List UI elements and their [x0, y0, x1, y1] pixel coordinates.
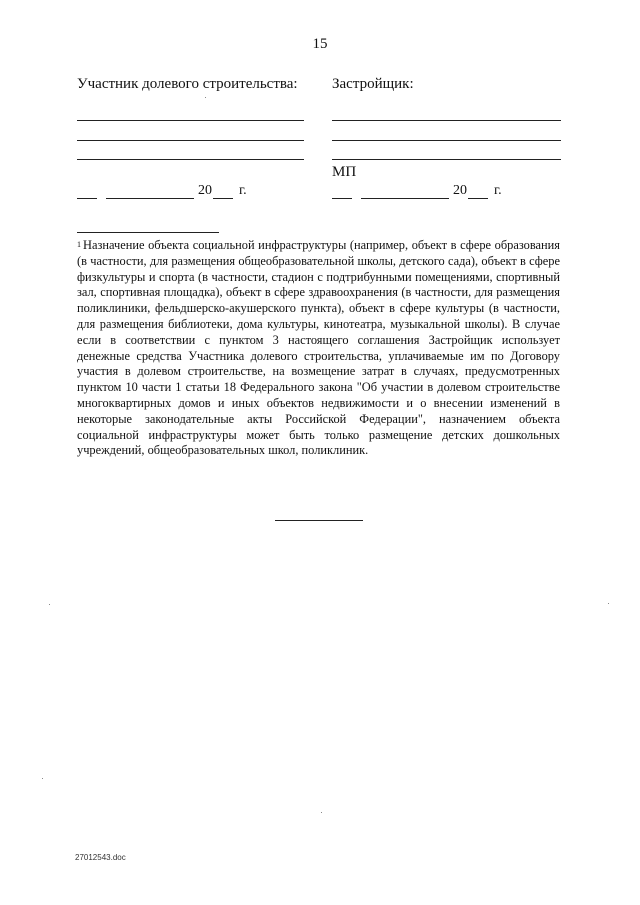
scan-speck [205, 97, 206, 98]
seal-label: МП [332, 164, 357, 180]
document-filename: 27012543.doc [75, 853, 126, 862]
developer-signature-line-2 [332, 140, 561, 141]
scan-speck [321, 812, 322, 813]
end-rule [275, 520, 363, 521]
participant-signature-line-2 [77, 140, 304, 141]
year-suffix: г. [494, 183, 502, 198]
year-suffix: г. [239, 183, 247, 198]
day-blank [332, 186, 352, 199]
footnote-marker: 1 [77, 240, 81, 249]
participant-signature-line-1 [77, 120, 304, 121]
developer-signature-line-3 [332, 159, 561, 160]
year-prefix: 20 [198, 183, 212, 198]
scan-speck [608, 603, 609, 604]
developer-signature-line-1 [332, 120, 561, 121]
month-blank [106, 186, 194, 199]
scan-speck [42, 778, 43, 779]
developer-label: Застройщик: [332, 76, 414, 92]
participant-label: Участник долевого строительства: [77, 76, 298, 92]
month-blank [361, 186, 449, 199]
footnote-text: Назначение объекта социальной инфраструктуры (например, объект в сфере образования (в частности, для размещения общеобразовательной школы, детского сада), объект в сфере физкультуры и спорта (в частности, стадион с подтрибунными помещениями, спортивный зал, спортивная площадка), объект в сфере здравоохранения (в частности, для размещения поликлиники, фельдшерско-акушерского пункта), объект в сфере культуры (в частности, для размещения библиотеки, дома культуры, кинотеатра, музыкальной школы). В случае если в соответствии с пунктом 3 настоящего соглашения Застройщик использует денежные средства Участника долевого строительства, уплачиваемые им по Договору участия в долевом строительстве, на возмещение затрат в случаях, предусмотренных пунктом 10 части 1 статьи 18 Федерального закона "Об участии в долевом строительстве многоквартирных домов и иных объектов недвижимости и о внесении изменений в некоторые законодательные акты Российской Федерации", назначением объекта социальной инфраструктуры может быть только размещение детских дошкольных учреждений, общеобразовательных школ, поликлиник. [77, 238, 560, 458]
year-blank [468, 186, 488, 199]
participant-signature-line-3 [77, 159, 304, 160]
footnote-separator [77, 232, 219, 233]
participant-date [77, 183, 248, 199]
day-blank [77, 186, 97, 199]
page-number: 15 [312, 36, 328, 52]
developer-date [332, 183, 503, 199]
footnote [77, 238, 560, 459]
year-blank [213, 186, 233, 199]
year-prefix: 20 [453, 183, 467, 198]
scan-speck [49, 604, 50, 605]
